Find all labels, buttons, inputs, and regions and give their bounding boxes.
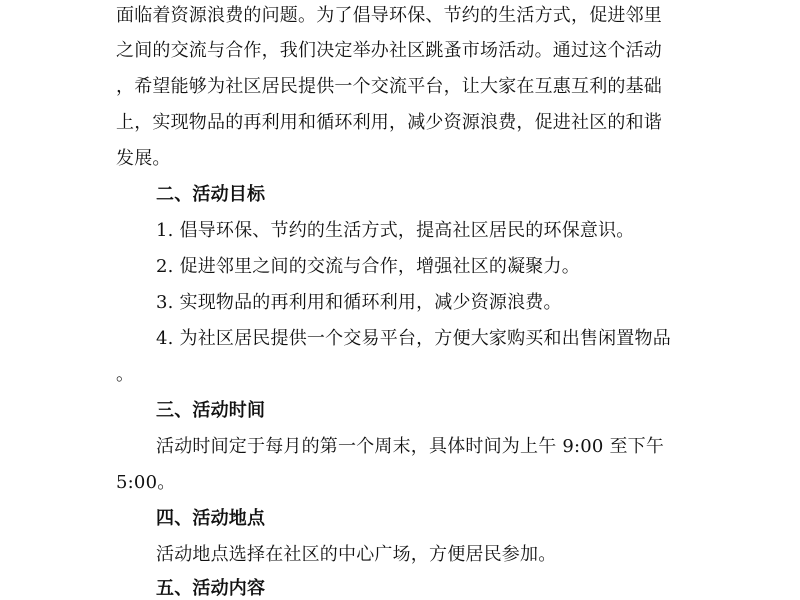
- time-text: 活动时间定于每月的第一个周末，具体时间为上午 9:00 至下午: [156, 436, 665, 457]
- goal-item: 1. 倡导环保、节约的生活方式，提高社区居民的环保意识。: [156, 220, 635, 241]
- section-heading-time: 三、活动时间: [156, 400, 266, 421]
- time-text: 5:00。: [116, 472, 176, 493]
- intro-line: 发展。: [116, 148, 171, 169]
- intro-line: 上，实现物品的再利用和循环利用，减少资源浪费，促进社区的和谐: [116, 112, 662, 133]
- section-heading-goals: 二、活动目标: [156, 184, 266, 205]
- section-heading-location: 四、活动地点: [156, 508, 266, 529]
- goal-item-continuation: 。: [116, 364, 135, 385]
- goal-item: 4. 为社区居民提供一个交易平台，方便大家购买和出售闲置物品: [156, 328, 671, 349]
- section-heading-content: 五、活动内容: [156, 578, 266, 599]
- intro-line: 之间的交流与合作，我们决定举办社区跳蚤市场活动。通过这个活动: [116, 40, 662, 61]
- goal-item: 3. 实现物品的再利用和循环利用，减少资源浪费。: [156, 292, 562, 313]
- location-text: 活动地点选择在社区的中心广场，方便居民参加。: [156, 544, 557, 565]
- goal-item: 2. 促进邻里之间的交流与合作，增强社区的凝聚力。: [156, 256, 580, 277]
- intro-line: ，希望能够为社区居民提供一个交流平台，让大家在互惠互利的基础: [116, 76, 662, 97]
- intro-line: 面临着资源浪费的问题。为了倡导环保、节约的生活方式，促进邻里: [116, 5, 662, 26]
